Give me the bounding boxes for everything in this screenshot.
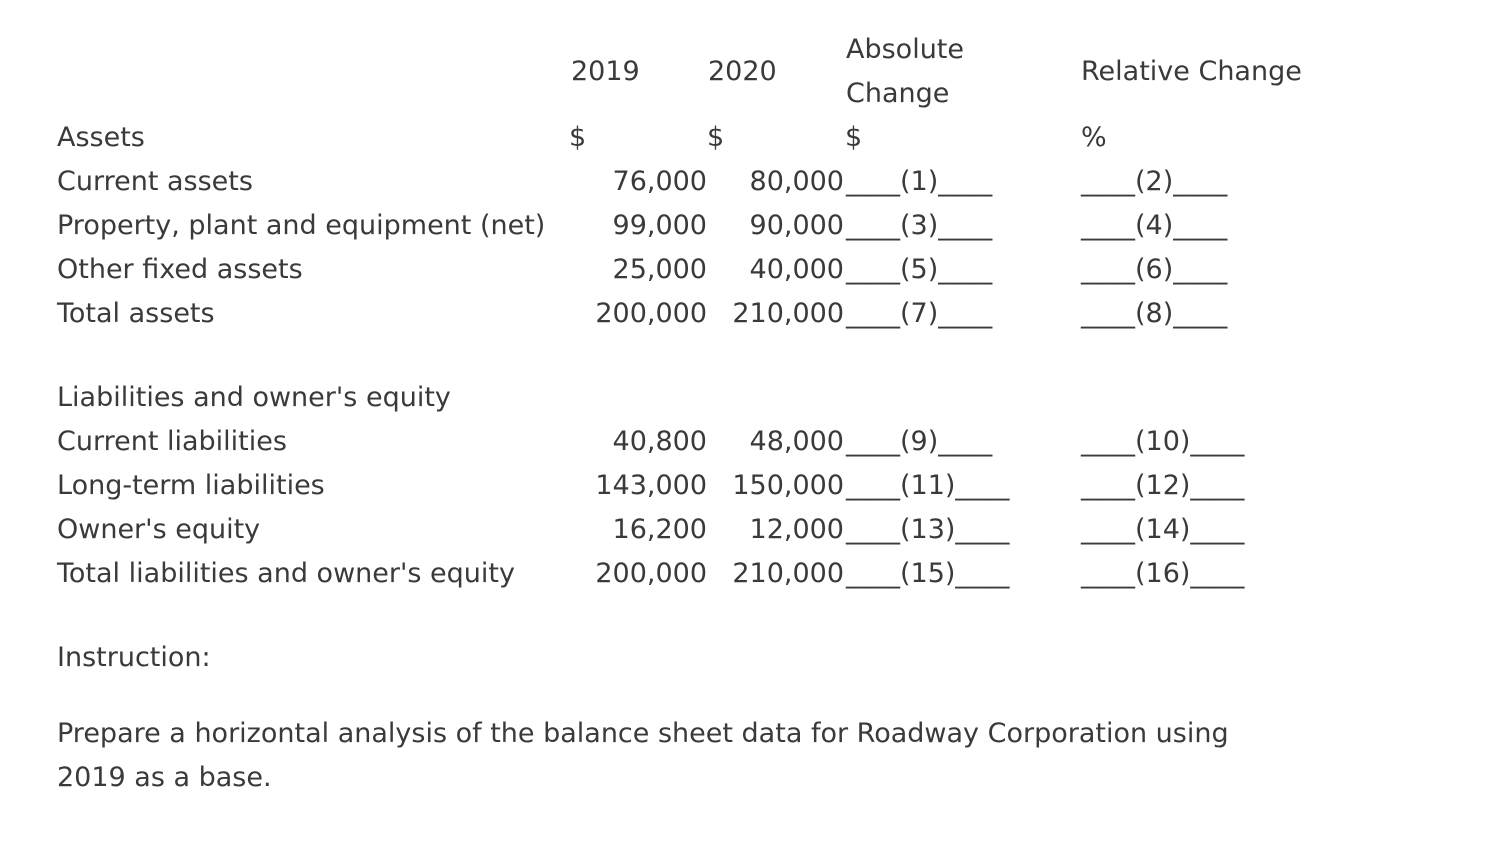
row-value-2020: 90,000: [749, 210, 844, 241]
row-absolute-blank: ____(9)____: [846, 426, 993, 457]
row-relative-blank: ____(12)____: [1081, 470, 1245, 501]
row-label: Current liabilities: [57, 426, 287, 457]
header-change: Change: [846, 78, 950, 109]
instruction-label: Instruction:: [57, 642, 211, 673]
header-relative-change: Relative Change: [1081, 56, 1302, 87]
row-relative-blank: ____(8)____: [1081, 298, 1228, 329]
row-value-2020: 12,000: [749, 514, 844, 545]
unit-2020: $: [707, 122, 725, 153]
row-value-2019: 99,000: [612, 210, 707, 241]
row-label: Total liabilities and owner's equity: [57, 558, 515, 589]
row-relative-blank: ____(4)____: [1081, 210, 1228, 241]
unit-absolute: $: [845, 122, 863, 153]
unit-2019: $: [569, 122, 587, 153]
row-value-2019: 76,000: [612, 166, 707, 197]
row-relative-blank: ____(16)____: [1081, 558, 1245, 589]
row-label: Property, plant and equipment (net): [57, 210, 546, 241]
row-label: Current assets: [57, 166, 253, 197]
row-absolute-blank: ____(11)____: [846, 470, 1010, 501]
row-absolute-blank: ____(7)____: [846, 298, 993, 329]
header-2019: 2019: [571, 56, 640, 87]
row-value-2019: 200,000: [595, 298, 707, 329]
instruction-text: Prepare a horizontal analysis of the balance sheet data for Roadway Corporation using 2019 as a base.: [57, 718, 1229, 793]
row-value-2019: 25,000: [612, 254, 707, 285]
row-value-2019: 40,800: [612, 426, 707, 457]
row-relative-blank: ____(10)____: [1081, 426, 1245, 457]
row-value-2019: 143,000: [595, 470, 707, 501]
row-value-2019: 16,200: [612, 514, 707, 545]
assets-heading: Assets: [57, 122, 145, 153]
row-relative-blank: ____(14)____: [1081, 514, 1245, 545]
row-absolute-blank: ____(1)____: [846, 166, 993, 197]
header-absolute: Absolute: [846, 34, 965, 65]
row-value-2020: 150,000: [732, 470, 844, 501]
header-2020: 2020: [708, 56, 777, 87]
row-value-2020: 210,000: [732, 298, 844, 329]
row-value-2020: 80,000: [749, 166, 844, 197]
row-absolute-blank: ____(3)____: [846, 210, 993, 241]
row-label: Long-term liabilities: [57, 470, 325, 501]
row-relative-blank: ____(2)____: [1081, 166, 1228, 197]
row-value-2020: 48,000: [749, 426, 844, 457]
row-value-2020: 40,000: [749, 254, 844, 285]
row-label: Owner's equity: [57, 514, 261, 545]
row-absolute-blank: ____(13)____: [846, 514, 1010, 545]
unit-relative: %: [1081, 122, 1107, 153]
liabilities-heading: Liabilities and owner's equity: [57, 382, 451, 413]
row-absolute-blank: ____(5)____: [846, 254, 993, 285]
row-label: Other fixed assets: [57, 254, 303, 285]
row-label: Total assets: [57, 298, 215, 329]
row-absolute-blank: ____(15)____: [846, 558, 1010, 589]
row-value-2020: 210,000: [732, 558, 844, 589]
row-value-2019: 200,000: [595, 558, 707, 589]
row-relative-blank: ____(6)____: [1081, 254, 1228, 285]
